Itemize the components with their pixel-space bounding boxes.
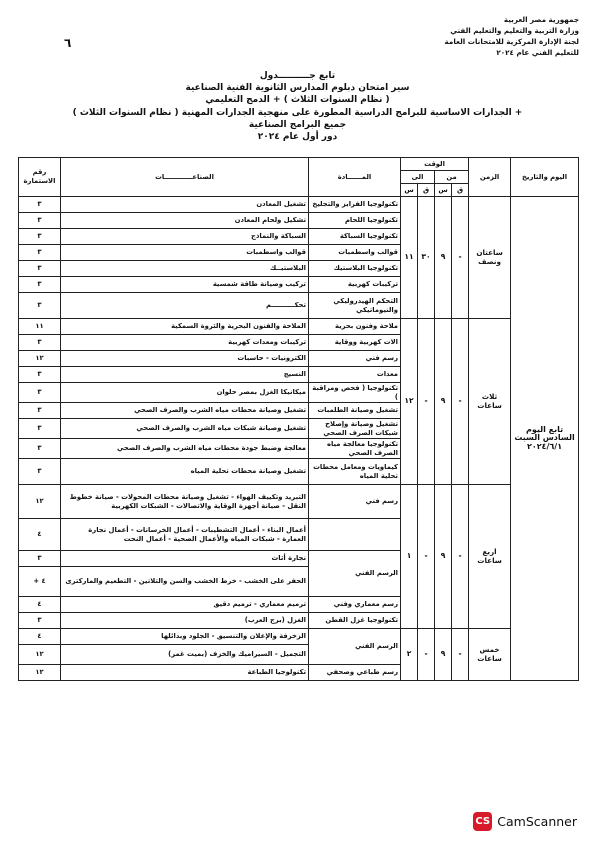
title-line: ( نظام السنوات الثلاث ) + الدمج التعليمي — [205, 95, 390, 106]
form-number-cell: ٣ — [19, 403, 61, 419]
subject-cell: الات كهربية ووقاية — [309, 335, 401, 351]
specialty-cell: قوالب واسطمبات — [61, 245, 309, 261]
header-from-q: ق — [452, 184, 469, 197]
to-hour-cell: ١ — [401, 485, 418, 629]
specialty-cell: تكنولوجيا الطباعة — [61, 665, 309, 681]
specialty-cell: الغزل (برج العرب) — [61, 613, 309, 629]
camscanner-watermark — [473, 812, 577, 831]
to-hour-cell: ١٢ — [401, 319, 418, 485]
specialty-cell: نجارة أثاث — [61, 551, 309, 567]
subject-cell: رسم طباعي وصحفي — [309, 665, 401, 681]
subject-cell: تكنولوجيا البلاستيك — [309, 261, 401, 277]
exam-schedule-table — [18, 157, 579, 681]
document-title-block — [30, 70, 565, 143]
subject-cell: تكنولوجيا الفرايز والتجليخ — [309, 197, 401, 213]
header-to-s: س — [401, 184, 418, 197]
specialty-cell: الملاحة والفنون البحرية والثروة السمكية — [61, 319, 309, 335]
header-line: لجنة الإدارة المركزية للامتحانات العامة — [444, 37, 579, 46]
from-minute-cell: - — [452, 319, 469, 485]
duration-cell: ساعتان ونصف — [469, 197, 511, 319]
subject-cell: التحكم الهيدروليكي والنيوماتيكي — [309, 293, 401, 319]
form-number-cell: ٤ + — [19, 567, 61, 597]
subject-cell: رسم فني — [309, 485, 401, 519]
form-number-cell: ١٢ — [19, 645, 61, 665]
subject-cell: رسم فني — [309, 351, 401, 367]
header-line: للتعليم الفني عام ٢٠٢٤ — [496, 48, 579, 57]
from-hour-cell: ٩ — [435, 629, 452, 681]
title-line: جميع البرامج الصناعية — [248, 119, 347, 130]
specialty-cell: الكترونيات - حاسبات — [61, 351, 309, 367]
specialty-cell: ميكانيكا الغزل بمصر حلوان — [61, 383, 309, 403]
camscanner-logo-icon: CS — [473, 812, 492, 831]
specialty-cell: أعمال البناء - أعمال التشطيبات - أعمال الخرسانات - أعمال نجارة العمارة - شبكات المياه والأعمال الصحية - أعمال النحت — [61, 519, 309, 551]
form-number-cell: ٤ — [19, 597, 61, 613]
specialty-cell: تركيبات ومعدات كهربية — [61, 335, 309, 351]
specialty-cell: تشغيل وصيانة شبكات مياه الشرب والصرف الصحي — [61, 419, 309, 439]
from-minute-cell: - — [452, 197, 469, 319]
subject-cell: تكنولوجيا ( فحص ومراقبة ) — [309, 383, 401, 403]
title-line: سير امتحان دبلوم المدارس الثانوية الفنية الصناعية — [185, 83, 410, 94]
subject-cell — [309, 519, 401, 551]
form-number-cell: ١١ — [19, 319, 61, 335]
subject-cell: الرسم الفني — [309, 551, 401, 597]
specialty-cell: تشكيل ولحام المعادن — [61, 213, 309, 229]
duration-cell: اربع ساعات — [469, 485, 511, 629]
title-line: + الجدارات الاساسية للبرامج الدراسية المطورة على منهجية الجدارات المهنية ( نظام السنوات الثلاث ) — [72, 107, 523, 118]
subject-cell: كيماويات ومعامل محطات تحلية المياه — [309, 459, 401, 485]
form-number-cell: ٤ — [19, 629, 61, 645]
subject-cell: معدات — [309, 367, 401, 383]
from-minute-cell: - — [452, 485, 469, 629]
header-from-s: س — [435, 184, 452, 197]
to-minute-cell: - — [418, 485, 435, 629]
header-to: الى — [401, 171, 435, 184]
form-number-cell: ٣ — [19, 459, 61, 485]
from-minute-cell: - — [452, 629, 469, 681]
form-number-cell: ٣ — [19, 197, 61, 213]
form-number-cell: ١٢ — [19, 485, 61, 519]
form-number-cell: ٣ — [19, 439, 61, 459]
subject-cell: تكنولوجيا السباكة — [309, 229, 401, 245]
specialty-cell: التجميل - السيراميك والخزف (بميت غمر) — [61, 645, 309, 665]
header-subject: المــــــادة — [309, 158, 401, 197]
duration-cell: خمس ساعات — [469, 629, 511, 681]
page-number: ٦ — [64, 36, 72, 50]
subject-cell: ملاحة وفنون بحرية — [309, 319, 401, 335]
specialty-cell: السباكة والنماذج — [61, 229, 309, 245]
specialty-cell: الزخرفة والإعلان والتنسيق - الجلود وبدائلها — [61, 629, 309, 645]
to-minute-cell: - — [418, 629, 435, 681]
form-number-cell: ٣ — [19, 229, 61, 245]
to-minute-cell: - — [418, 319, 435, 485]
specialty-cell: ترميم معماري - ترميم دقيق — [61, 597, 309, 613]
specialty-cell: تركيب وصيانة طاقة شمسية — [61, 277, 309, 293]
camscanner-brand: CamScanner — [497, 814, 577, 829]
form-number-cell: ١٢ — [19, 665, 61, 681]
subject-cell: تركيبات كهربية — [309, 277, 401, 293]
table-row — [19, 485, 579, 519]
form-number-cell: ٣ — [19, 419, 61, 439]
subject-cell: تشغيل وصيانة الطلمبات — [309, 403, 401, 419]
day-date-cell: تابع اليوم السادس السبت ٢٠٢٤/٦/١ — [511, 197, 579, 681]
duration-cell: ثلاث ساعات — [469, 319, 511, 485]
from-hour-cell: ٩ — [435, 319, 452, 485]
form-number-cell: ٣ — [19, 551, 61, 567]
header-form-number: رقم الاستمارة — [19, 158, 61, 197]
title-line: تابع جــــــــــدول — [259, 71, 336, 81]
subject-cell: تكنولوجيا معالجة مياه الصرف الصحي — [309, 439, 401, 459]
specialty-cell: البلاستيــك — [61, 261, 309, 277]
subject-cell: قوالب واسطمبات — [309, 245, 401, 261]
header-specialties: الصناعــــــــــــات — [61, 158, 309, 197]
specialty-cell: معالجة وضبط جودة محطات مياه الشرب والصرف الصحي — [61, 439, 309, 459]
table-row — [19, 197, 579, 213]
subject-cell: تشغيل وصيانة وإصلاح شبكات الصرف الصحي — [309, 419, 401, 439]
form-number-cell: ٣ — [19, 245, 61, 261]
form-number-cell: ٣ — [19, 213, 61, 229]
title-line: دور أول عام ٢٠٢٤ — [257, 132, 338, 143]
form-number-cell: ٣ — [19, 367, 61, 383]
specialty-cell: تشغيل وصيانة محطات مياه الشرب والصرف الصحي — [61, 403, 309, 419]
from-hour-cell: ٩ — [435, 197, 452, 319]
form-number-cell: ٣ — [19, 293, 61, 319]
from-hour-cell: ٩ — [435, 485, 452, 629]
to-hour-cell: ١١ — [401, 197, 418, 319]
header-day: اليوم والتاريخ — [511, 158, 579, 197]
header-to-q: ق — [418, 184, 435, 197]
to-hour-cell: ٢ — [401, 629, 418, 681]
form-number-cell: ٤ — [19, 519, 61, 551]
subject-cell: تكنولوجيا اللحام — [309, 213, 401, 229]
table-row — [19, 319, 579, 335]
specialty-cell: الحفر على الخشب - خرط الخشب والسن والتلاتين - التطعيم والماركترى — [61, 567, 309, 597]
subject-cell: الرسم الفني — [309, 629, 401, 665]
form-number-cell: ٣ — [19, 383, 61, 403]
table-row — [19, 629, 579, 645]
header-from: من — [435, 171, 469, 184]
specialty-cell: تشغيل المعادن — [61, 197, 309, 213]
subject-cell: تكنولوجيا غزل القطن — [309, 613, 401, 629]
subject-cell: رسم معماري وفني — [309, 597, 401, 613]
form-number-cell: ٣ — [19, 277, 61, 293]
header-duration: الزمن — [469, 158, 511, 197]
to-minute-cell: ٣٠ — [418, 197, 435, 319]
specialty-cell: تشغيل وصيانة محطات تحلية المياه — [61, 459, 309, 485]
specialty-cell: تحكــــــــــم — [61, 293, 309, 319]
specialty-cell: النسيج — [61, 367, 309, 383]
specialty-cell: التبريد وتكييف الهواء - تشغيل وصيانة محطات المحولات - صيانة خطوط النقل - صيانة أجهزة الوقاية والاتصالات - الشبكات الكهربية — [61, 485, 309, 519]
form-number-cell: ٣ — [19, 261, 61, 277]
form-number-cell: ٣ — [19, 613, 61, 629]
ministry-header — [349, 14, 579, 58]
header-line: وزارة التربية والتعليم والتعليم الفني — [450, 26, 579, 35]
form-number-cell: ٣ — [19, 335, 61, 351]
header-time: الوقت — [401, 158, 469, 171]
header-line: جمهورية مصر العربية — [503, 15, 579, 24]
form-number-cell: ١٢ — [19, 351, 61, 367]
